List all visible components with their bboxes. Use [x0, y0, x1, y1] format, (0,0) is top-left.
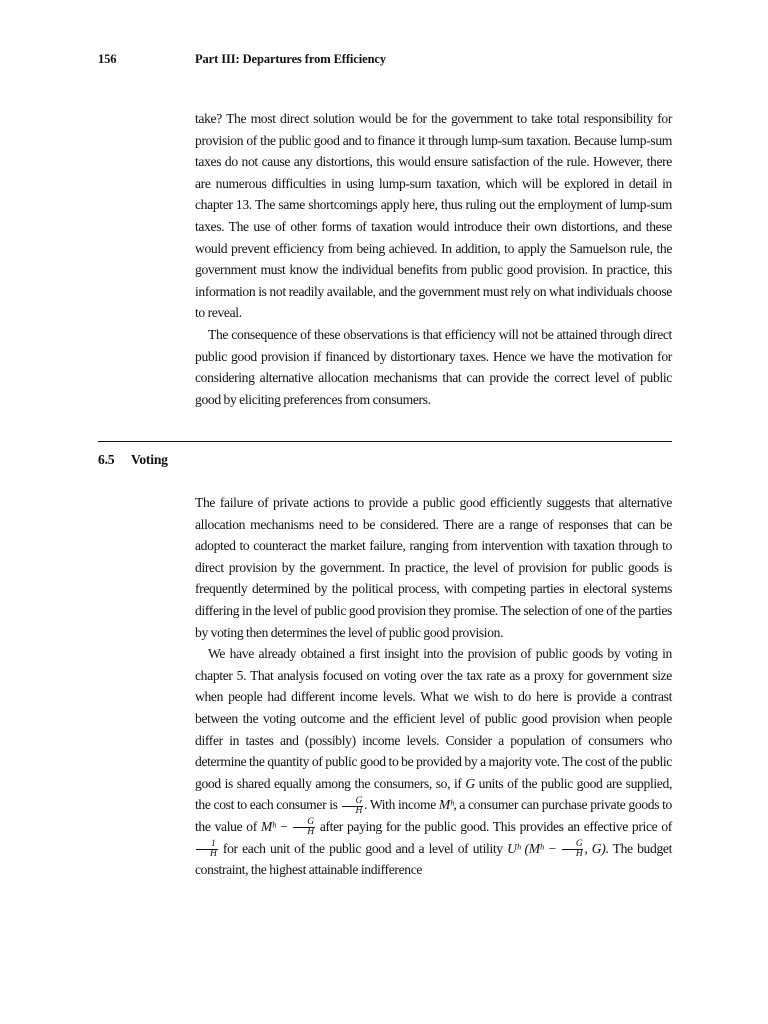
paragraph-with-formulas — [195, 643, 672, 881]
fraction-g-over-h — [342, 797, 364, 816]
section-number: 6.5 — [98, 452, 115, 467]
formula-variable-g: G — [465, 775, 475, 791]
paragraph: take? The most direct solution would be for the government to take total responsibility for provision of the public good and to finance it through lump-sum taxation. Because lump-sum taxes do not cause any distortions, this would ensure satisfaction of the rule. However, there are numerous difficulties in using lump-sum taxation, which will be explored in detail in chapter 13. The same shortcomings apply here, thus ruling out the employment of lump-sum taxes. The use of other forms of taxation would introduce their own distortions, and these would prevent efficiency from being achieved. In addition, to apply the Samuelson rule, the government must know the individual benefits from public good provision. In practice, this information is not readily available, and the government must rely on what individuals choose to reveal. — [195, 111, 672, 321]
running-title: Part III: Departures from Efficiency — [195, 52, 387, 66]
fraction-numerator: G — [293, 818, 315, 828]
fraction-denominator: H — [307, 827, 314, 838]
section-title: Voting — [130, 452, 168, 467]
text-run: , a consumer can purchase private goods to the value of — [195, 797, 672, 834]
fraction-numerator: G — [562, 840, 584, 850]
fraction-g-over-h — [293, 818, 315, 837]
fraction-numerator: G — [342, 797, 364, 807]
text-run: for each unit of the public good and a level of utility — [218, 840, 508, 856]
fraction-denominator: H — [355, 805, 363, 816]
text-run: after paying for the public good. This provides an effective price of — [315, 818, 672, 834]
fraction-numerator: 1 — [196, 840, 218, 850]
formula-income-minus: Mʰ − — [260, 818, 293, 834]
top-text-block — [195, 108, 672, 410]
paragraph: The consequence of these observations is that efficiency will not be attained through direct public good provision if financed by distortionary taxes. Hence we have the motivation for considering alternative allocation mechanisms that can provide the correct level of public good by eliciting preferences from consumers. — [195, 326, 672, 407]
text-run: . The budget constraint, the highest attainable indifference — [195, 840, 672, 878]
text-run: units of the public good are supplied, the cost to each consumer is — [195, 775, 672, 813]
formula-income: Mʰ — [438, 797, 454, 813]
page-number: 156 — [98, 52, 117, 66]
fraction-denominator: H — [575, 848, 583, 859]
paragraph: The failure of private actions to provide a public good efficiently suggests that alternative allocation mechanisms need to be considered. There are a range of responses that can be adopted to counteract the market failure, ranging from intervention with taxation through to direct provision by the government. In practice, the level of provision for public goods is frequently determined by the political process, with competing parties in electoral systems differing in the level of public good provision they promise. The selection of one of the parties by voting then determines the level of public good provision. — [195, 495, 672, 640]
section-text-block — [195, 492, 672, 881]
formula-utility-close: , G) — [584, 840, 606, 856]
formula-utility-open: Uʰ (Mʰ − — [507, 840, 561, 856]
text-run: We have already obtained a first insight into the provision of public goods by voting in chapter 5. That analysis focused on voting over the tax rate as a proxy for government size when people had different income levels. What we wish to do here is provide a contrast between the voting outcome and the efficient level of public good provision when people differ in tastes and (possibly) income levels. Consider a population of consumers who determine the quantity of public good to be provided by a majority vote. The cost of the public good is shared equally among the consumers, so, if — [195, 646, 672, 791]
fraction-g-over-h — [562, 840, 584, 859]
section-heading — [98, 452, 168, 468]
fraction-one-over-h — [196, 840, 218, 859]
fraction-denominator: H — [210, 848, 217, 859]
section-divider — [98, 441, 672, 442]
text-run: . With income — [364, 797, 439, 813]
